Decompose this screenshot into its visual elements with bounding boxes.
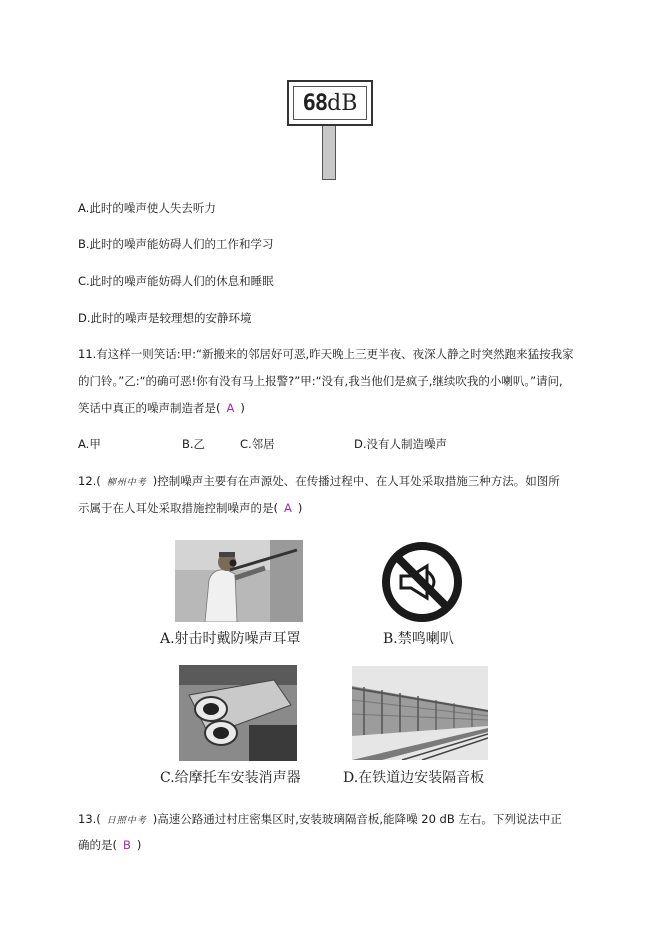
- picture-no-honking-sign: [381, 541, 463, 623]
- q12-caption-c: C.给摩托车安装消声器: [160, 770, 301, 786]
- q11-line-1: 11.有这样一则笑话:甲:“新搬来的邻居好可恶,昨天晚上三更半夜、夜深人静之时突然跑来猛按我家: [78, 347, 574, 361]
- q11-option-c: C.邻居: [240, 437, 275, 451]
- q12-number: 12.(: [78, 474, 101, 488]
- q13-line-1: [78, 811, 562, 829]
- q12-answer: A: [284, 501, 292, 515]
- q10-option-b: B.此时的噪声能妨碍人们的工作和学习: [78, 237, 274, 251]
- q11-line-2: 的门铃。”乙:“的确可恶!你有没有马上报警?”甲:“没有,我当他们是疯子,继续吹我的小喇叭。”请问,: [78, 374, 563, 388]
- q13-close-paren: ): [136, 838, 142, 852]
- q13-line-2: [78, 837, 141, 853]
- q12-line-1: [78, 473, 560, 491]
- picture-shooter-earmuffs: [175, 540, 303, 622]
- q12-caption-d: D.在铁道边安装隔音板: [343, 770, 485, 786]
- q11-answer: A: [226, 401, 235, 415]
- db-value: 68: [302, 90, 328, 116]
- q11-stem: 笑话中真正的噪声制造者是(: [78, 401, 221, 415]
- q12-caption-a: A.射击时戴防噪声耳罩: [160, 631, 301, 647]
- q12-stem-1: )控制噪声主要有在声源处、在传播过程中、在人耳处采取措施三种方法。如图所: [152, 474, 560, 488]
- q13-source-label: 日照中考: [106, 816, 147, 826]
- q12-stem-2: 示属于在人耳处采取措施控制噪声的是(: [78, 501, 278, 515]
- q12-caption-b: B.禁鸣喇叭: [383, 631, 454, 647]
- q13-stem-2: 确的是(: [78, 838, 117, 852]
- db-meter-display: [293, 86, 367, 120]
- q11-close-paren: ): [240, 401, 245, 415]
- db-unit: dB: [327, 90, 358, 116]
- q12-source-label: 柳州中考: [106, 478, 147, 488]
- q11-line-3: [78, 400, 245, 416]
- q13-answer: B: [123, 838, 131, 852]
- q13-stem-1: )高速公路通过村庄密集区时,安装玻璃隔音板,能降噪 20 dB 左右。下列说法中正: [152, 812, 562, 826]
- q12-line-2: [78, 500, 302, 516]
- q10-option-d: D.此时的噪声是较理想的安静环境: [78, 311, 252, 325]
- q10-option-c: C.此时的噪声能妨碍人们的休息和睡眠: [78, 274, 274, 288]
- q11-option-b: B.乙: [182, 437, 206, 451]
- sign-post: [322, 126, 336, 180]
- q11-option-d: D.没有人制造噪声: [354, 437, 448, 451]
- picture-railway-sound-barrier: [352, 666, 488, 760]
- q13-number: 13.(: [78, 812, 101, 826]
- db-meter-sign: [287, 80, 373, 126]
- q10-option-a: A.此时的噪声使人失去听力: [78, 201, 216, 215]
- q12-close-paren: ): [297, 501, 303, 515]
- q11-option-a: A.甲: [78, 437, 101, 451]
- picture-motorcycle-muffler: [179, 665, 297, 761]
